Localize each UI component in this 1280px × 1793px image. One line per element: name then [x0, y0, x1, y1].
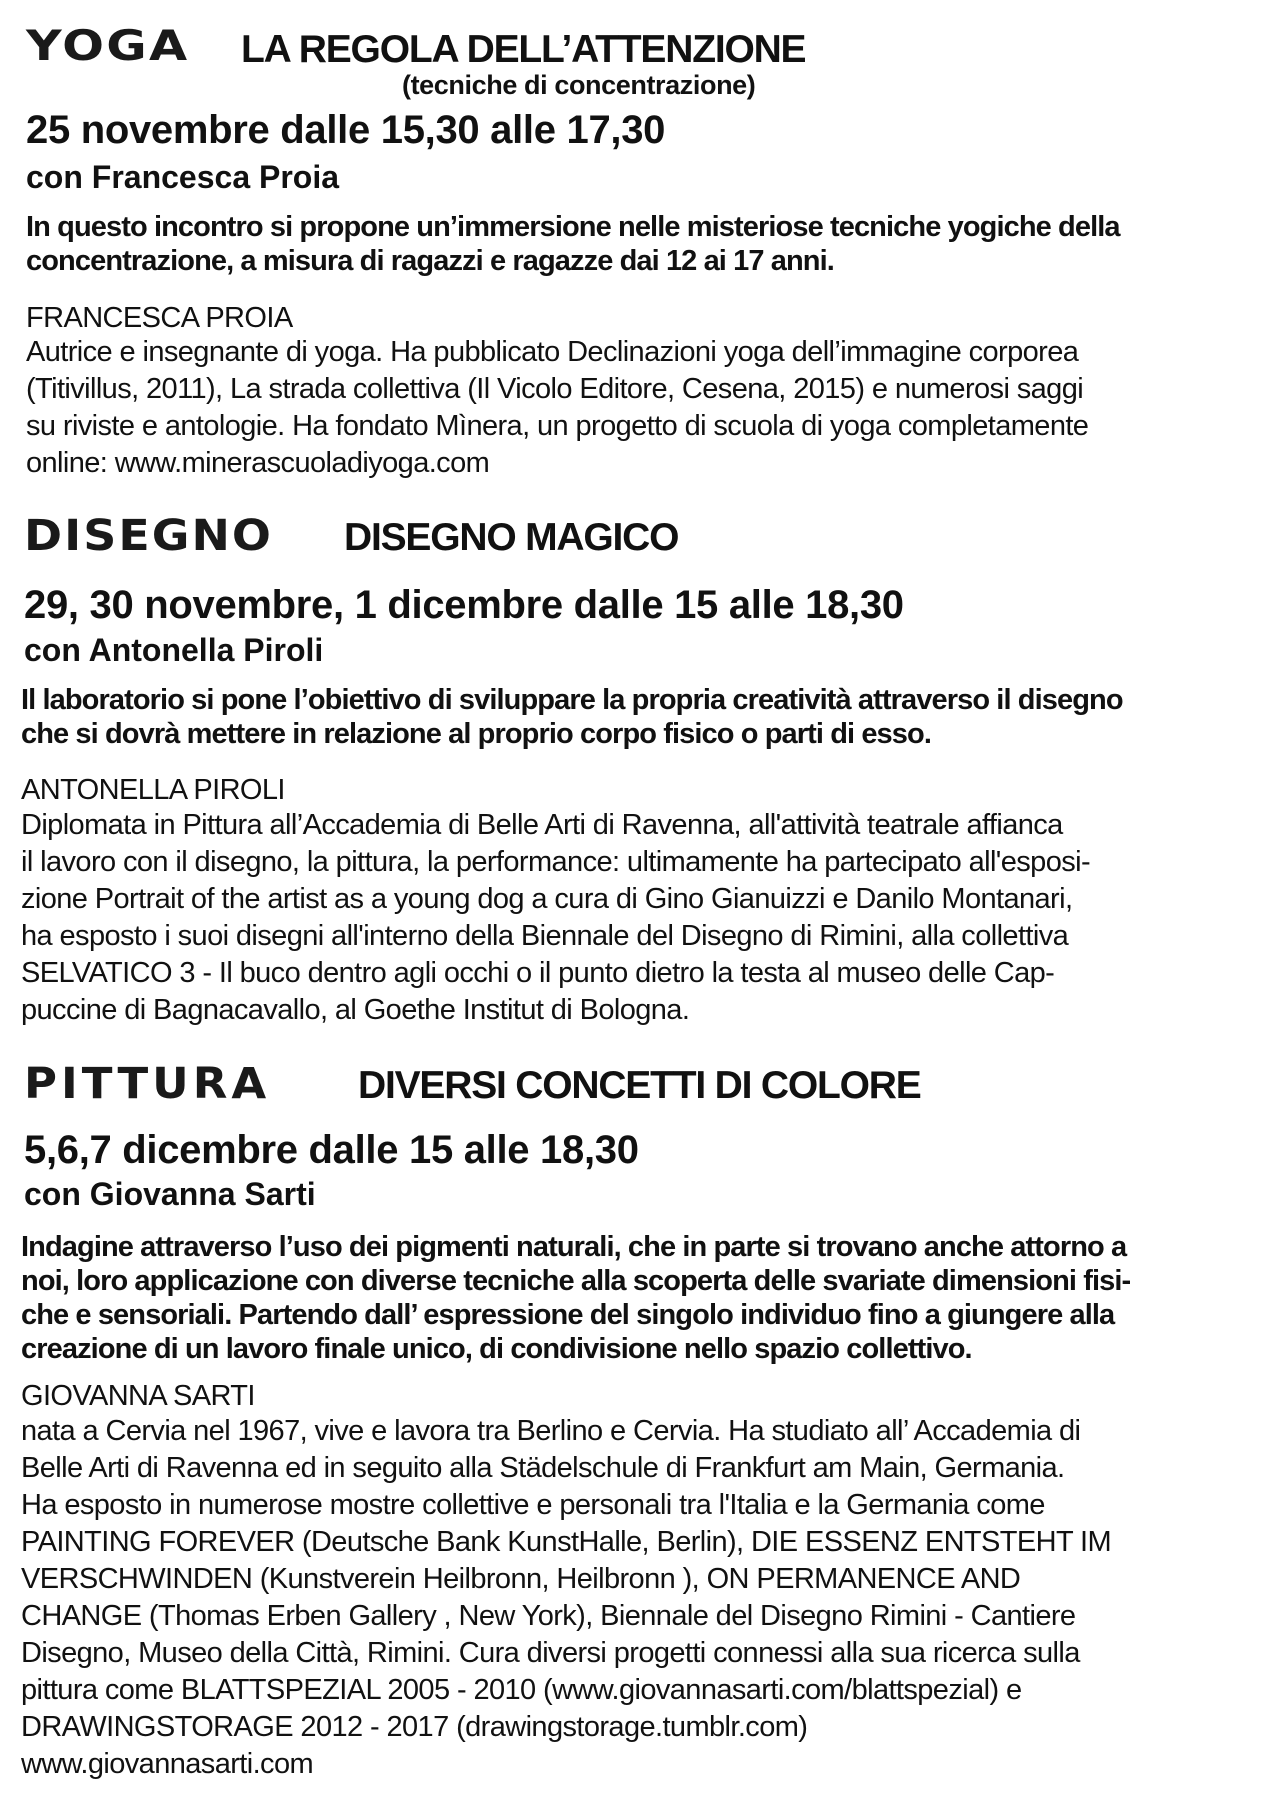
instructor-bio: Diplomata in Pittura all’Accademia di Belle Arti di Ravenna, all'attività teatrale affianca il lavoro con il disegno, la pittura, la performance: ultimamente ha partecipato all'esposi- zione Portrait of the artist as a young dog a cura di Gino Gianuizzi e Danilo Montanari, ha esposto i suoi disegni all'interno della Biennale del Disegno di Rimini, alla collettiva SELVATICO 3 - Il buco dentro agli occhi o il punto dietro la testa al museo delle Cap- puccine di Bagnacavallo, al Goethe Institut di Bologna. [21, 809, 1091, 1026]
workshop-instructor: con Giovanna Sarti [24, 1176, 316, 1212]
category-heading-yoga: YOGA [26, 22, 190, 71]
workshop-instructor: con Antonella Piroli [24, 632, 324, 668]
workshop-date: 5,6,7 dicembre dalle 15 alle 18,30 [24, 1128, 639, 1172]
instructor-name: FRANCESCA PROIA [26, 302, 293, 334]
category-heading-disegno: DISEGNO [24, 510, 273, 561]
workshop-title: DISEGNO MAGICO [344, 516, 679, 559]
workshop-description: Indagine attraverso l’uso dei pigmenti naturali, che in parte si trovano anche attorno a noi, loro applicazione con diverse tecniche alla scoperta delle svariate dimensioni fisi- che e sensoriali. Partendo dall’ espressione del singolo individuo fino a giungere alla creazione di un lavoro finale unico, di condivisione nello spazio collettivo. [21, 1231, 1131, 1365]
category-heading-pittura: PITTURA [24, 1058, 271, 1109]
workshop-date: 25 novembre dalle 15,30 alle 17,30 [26, 108, 666, 152]
instructor-bio: Autrice e insegnante di yoga. Ha pubblicato Declinazioni yoga dell’immagine corporea (Titivillus, 2011), La strada collettiva (Il Vicolo Editore, Cesena, 2015) e numerosi saggi su riviste e antologie. Ha fondato Mìnera, un progetto di scuola di yoga completamente online: www.minerascuoladiyoga.com [26, 336, 1089, 479]
instructor-bio: nata a Cervia nel 1967, vive e lavora tra Berlino e Cervia. Ha studiato all’ Accademia di Belle Arti di Ravenna ed in seguito alla Städelschule di Frankfurt am Main, Germania. Ha esposto in numerose mostre collettive e personali tra l'Italia e la Germania come PAINTING FOREVER (Deutsche Bank KunstHalle, Berlin), DIE ESSENZ ENTSTEHT IM VERSCHWINDEN (Kunstverein Heilbronn, Heilbronn ), ON PERMANENCE AND CHANGE (Thomas Erben Gallery , New York), Biennale del Disegno Rimini - Cantiere Disegno, Museo della Città, Rimini. Cura diversi progetti connessi alla sua ricerca sulla pittura come BLATTSPEZIAL 2005 - 2010 (www.giovannasarti.com/blattspezial) e DRAWINGSTORAGE 2012 - 2017 (drawingstorage.tumblr.com) www.giovannasarti.com [21, 1415, 1112, 1780]
workshop-title: LA REGOLA DELL’ATTENZIONE [241, 28, 806, 71]
workshop-instructor: con Francesca Proia [26, 159, 340, 195]
workshop-title: DIVERSI CONCETTI DI COLORE [358, 1064, 921, 1107]
workshop-subtitle: (tecniche di concentrazione) [402, 70, 756, 100]
instructor-name: ANTONELLA PIROLI [21, 774, 285, 806]
instructor-name: GIOVANNA SARTI [21, 1380, 255, 1412]
workshop-description: Il laboratorio si pone l’obiettivo di sviluppare la propria creatività attraverso il disegno che si dovrà mettere in relazione al proprio corpo fisico o parti di esso. [21, 684, 1123, 750]
workshop-date: 29, 30 novembre, 1 dicembre dalle 15 alle 18,30 [24, 583, 904, 627]
workshop-description: In questo incontro si propone un’immersione nelle misteriose tecniche yogiche della concentrazione, a misura di ragazzi e ragazze dai 12 ai 17 anni. [26, 211, 1120, 277]
